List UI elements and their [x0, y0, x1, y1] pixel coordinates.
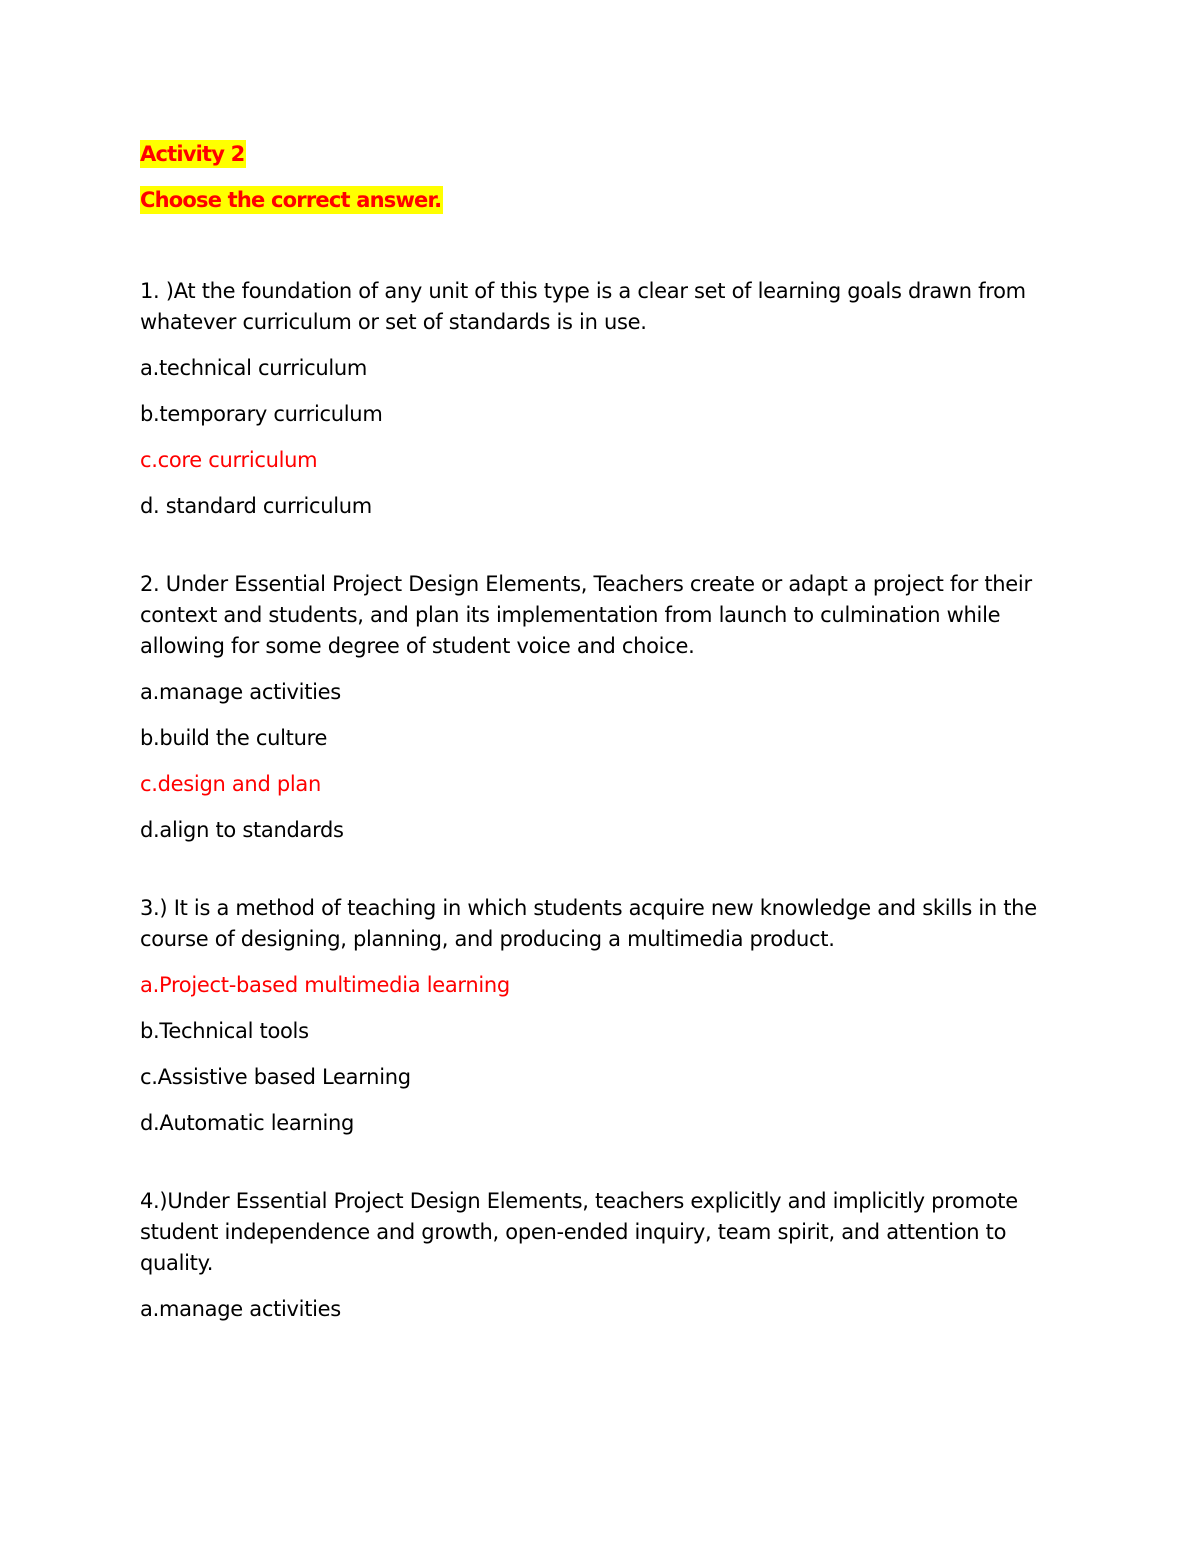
- instruction-text: Choose the correct answer.: [140, 188, 442, 212]
- question-block-1: [140, 276, 1070, 522]
- option-c-correct: c.core curriculum: [140, 448, 318, 472]
- title-line: [140, 140, 1070, 168]
- option-b: b.build the culture: [140, 726, 328, 750]
- document-page: [140, 140, 1070, 1372]
- option-a: a.manage activities: [140, 680, 341, 704]
- question-text: 2. Under Essential Project Design Elements, Teachers create or adapt a project for their context and students, and plan its implementation from launch to culmination while allowing for some degree of student voice and choice.: [140, 572, 1032, 658]
- question-block-3: [140, 893, 1070, 1139]
- option-a: a.manage activities: [140, 1297, 341, 1321]
- option-b: b.Technical tools: [140, 1019, 309, 1043]
- question-text: 4.)Under Essential Project Design Elements, teachers explicitly and implicitly promote student independence and growth, open-ended inquiry, team spirit, and attention to quality.: [140, 1189, 1018, 1275]
- question-text: 1. )At the foundation of any unit of this type is a clear set of learning goals drawn from whatever curriculum or set of standards is in use.: [140, 279, 1026, 334]
- option-a-correct: a.Project-based multimedia learning: [140, 973, 510, 997]
- option-b: b.temporary curriculum: [140, 402, 383, 426]
- option-d: d.Automatic learning: [140, 1111, 355, 1135]
- question-block-4: [140, 1186, 1070, 1325]
- option-c-correct: c.design and plan: [140, 772, 321, 796]
- option-c: c.Assistive based Learning: [140, 1065, 411, 1089]
- option-d: d.align to standards: [140, 818, 344, 842]
- question-text: 3.) It is a method of teaching in which students acquire new knowledge and skills in the course of designing, planning, and producing a multimedia product.: [140, 896, 1037, 951]
- instruction-line: [140, 186, 1070, 214]
- question-block-2: [140, 569, 1070, 846]
- option-a: a.technical curriculum: [140, 356, 368, 380]
- activity-title: Activity 2: [140, 142, 245, 166]
- option-d: d. standard curriculum: [140, 494, 372, 518]
